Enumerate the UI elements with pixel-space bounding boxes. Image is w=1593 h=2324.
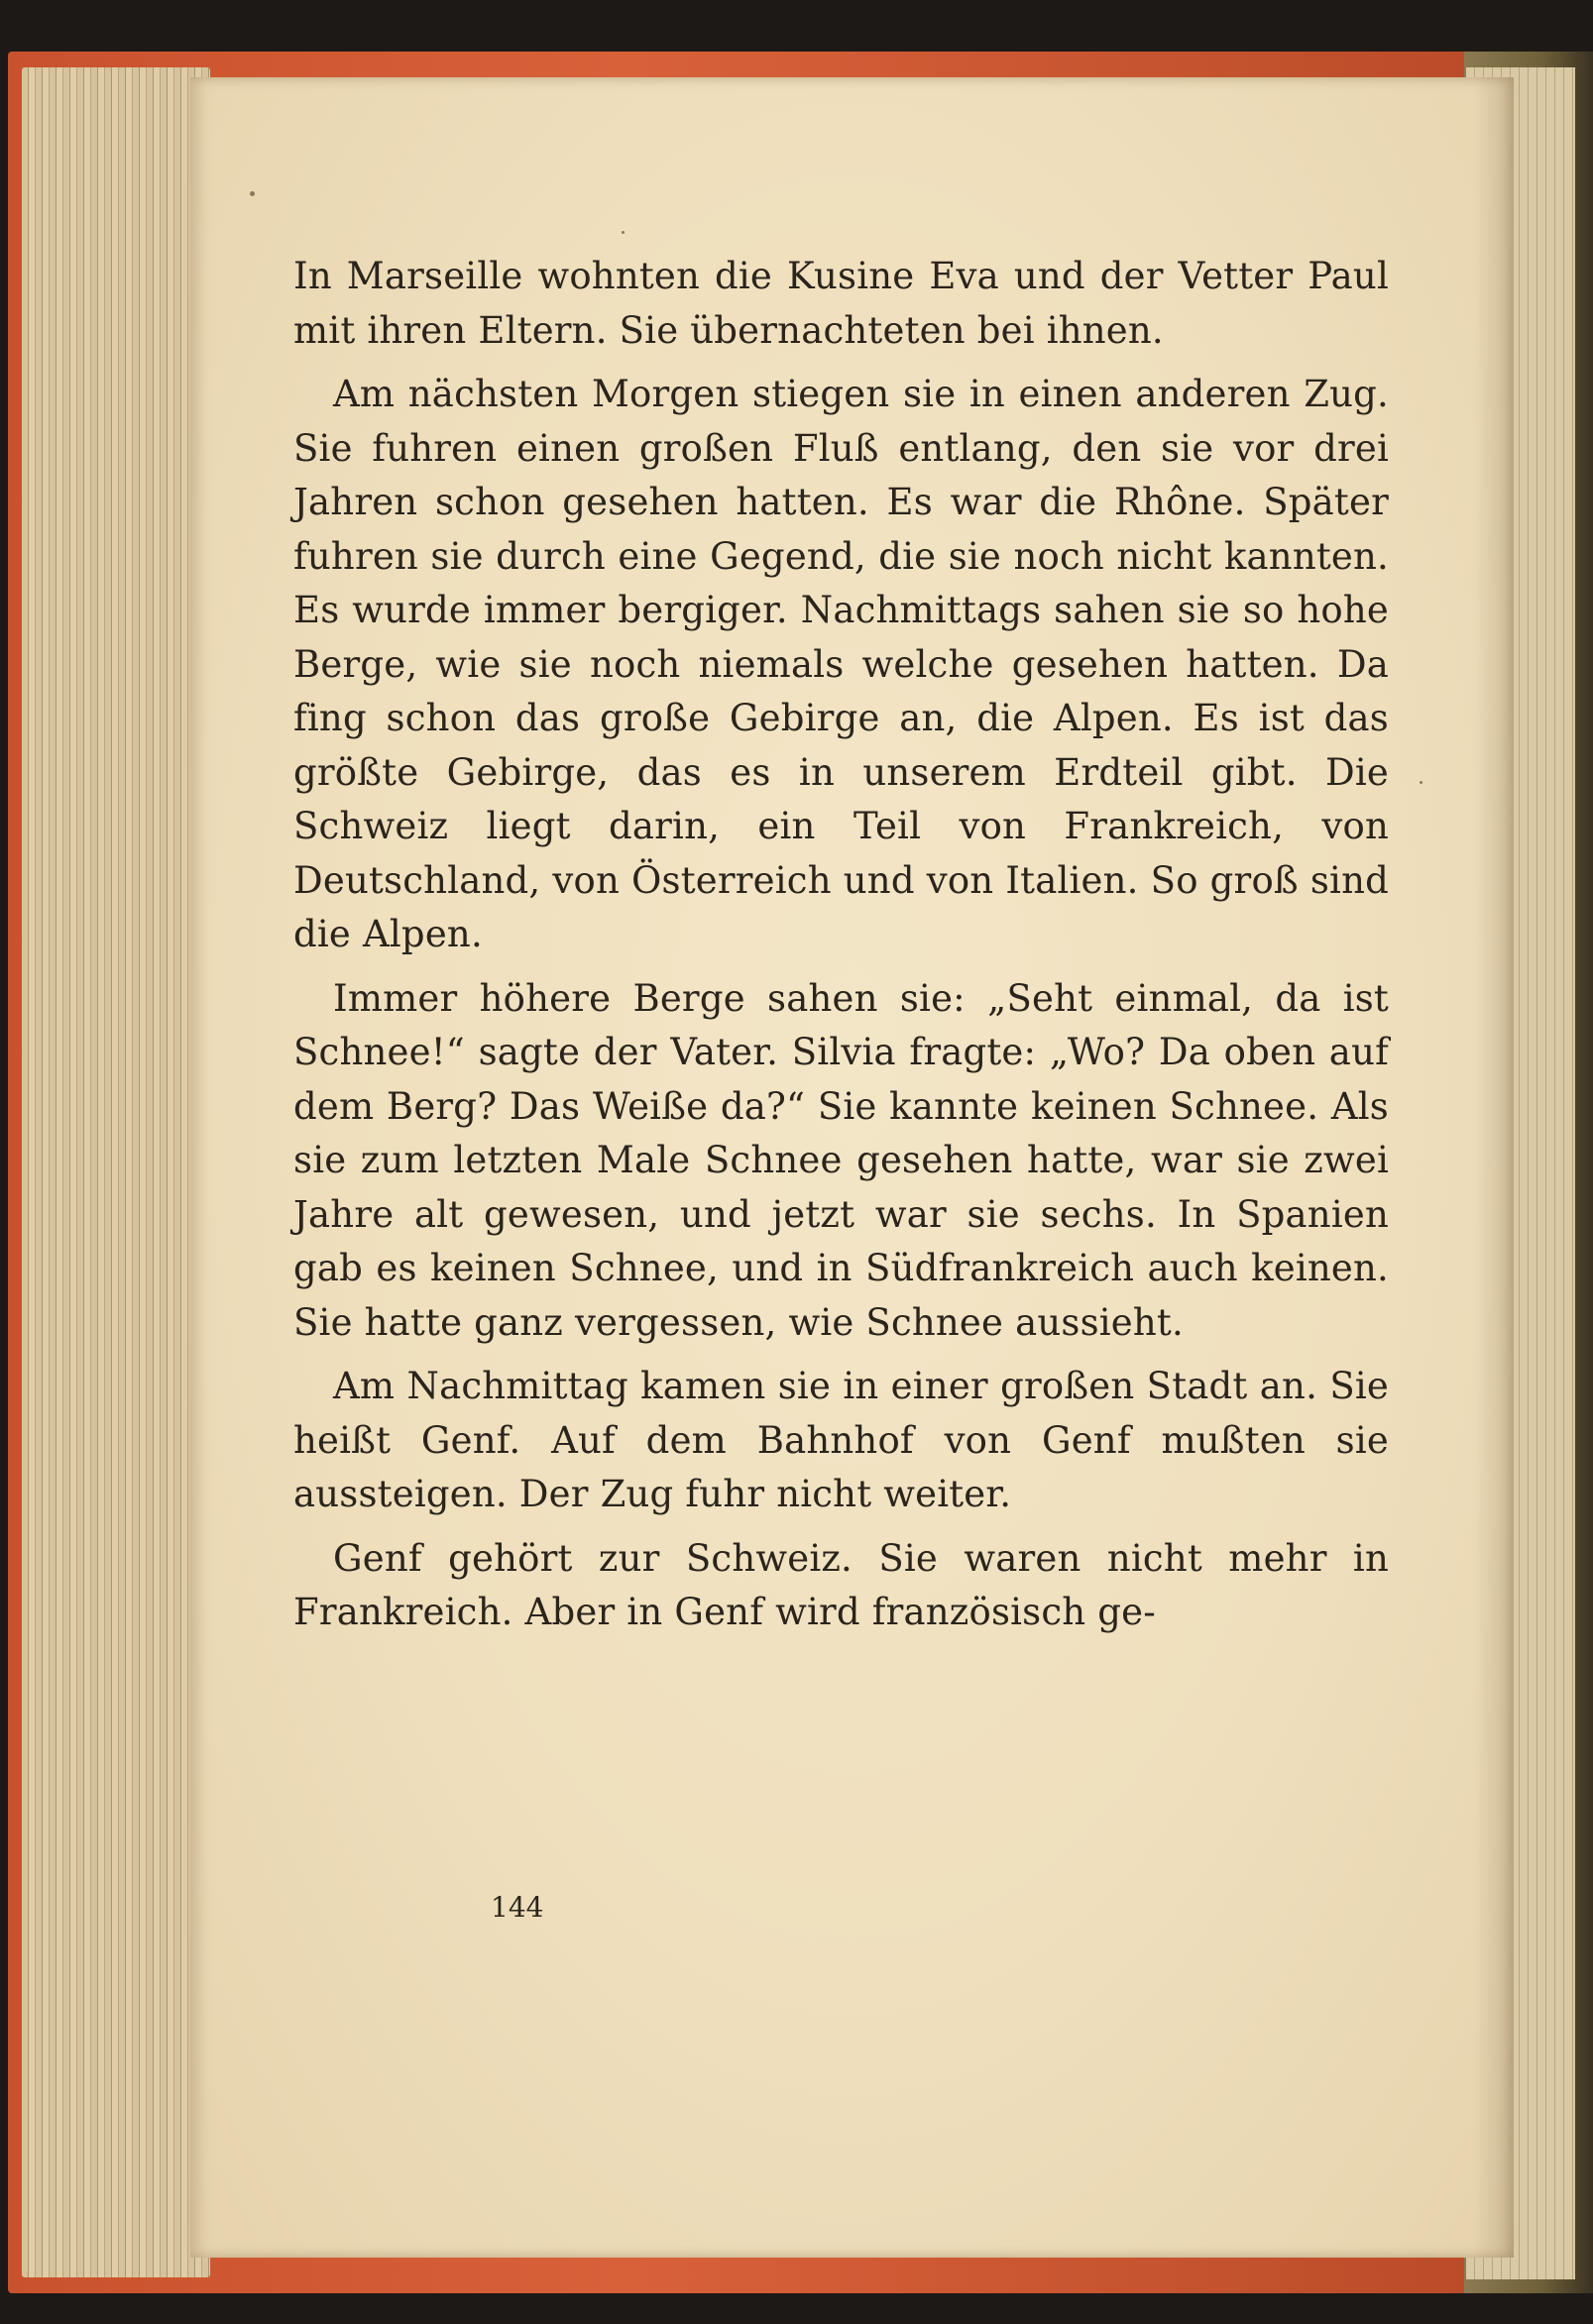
paragraph-3: Immer höhere Berge sahen sie: „Seht einmal, da ist Schnee!“ sagte der Vater. Silvia fragte: „Wo? Da oben auf dem Berg? Das Weiße da?“ Sie kannte keinen Schnee. Als sie zum letzten Male Schnee gesehen hatte, war sie zwei Jahre alt gewesen, und jetzt war sie sechs. In Spanien gab es keinen Schnee, und in Südfrankreich auch keinen. Sie hatte ganz vergessen, wie Schnee aussieht. <box>293 976 1389 1344</box>
page-edges-left <box>22 67 210 2277</box>
paragraph-2: Am nächsten Morgen stiegen sie in einen anderen Zug. Sie fuhren einen großen Fluß entlang, den sie vor drei Jahren schon gesehen hatten. Es war die Rhône. Später fuhren sie durch eine Gegend, die sie noch nicht kannten. Es wurde immer bergiger. Nachmittags sahen sie so hohe Berge, wie sie noch niemals welche gesehen hatten. Da fing schon das große Gebirge an, die Alpen. Es ist das größte Gebirge, das es in unserem Erdteil gibt. Die Schweiz liegt darin, ein Teil von Frankreich, von Deutschland, von Österreich und von Italien. So groß sind die Alpen. <box>293 373 1389 955</box>
paragraph-5: Genf gehört zur Schweiz. Sie waren nicht mehr in Frankreich. Aber in Genf wird französisch ge- <box>293 1536 1389 1633</box>
paragraph-1: In Marseille wohnten die Kusine Eva und der Vetter Paul mit ihren Eltern. Sie übernachteten bei ihnen. <box>293 255 1389 352</box>
paper-speck <box>250 191 255 196</box>
paragraph-4: Am Nachmittag kamen sie in einer großen Stadt an. Sie heißt Genf. Auf dem Bahnhof von Genf mußten sie aussteigen. Der Zug fuhr nicht weiter. <box>293 1365 1389 1515</box>
spine-shadow <box>1474 77 1514 2258</box>
paper-speck <box>1420 781 1422 784</box>
paper-speck <box>622 231 625 234</box>
page-text <box>293 250 1389 1640</box>
page-number: 144 <box>491 1891 544 1924</box>
